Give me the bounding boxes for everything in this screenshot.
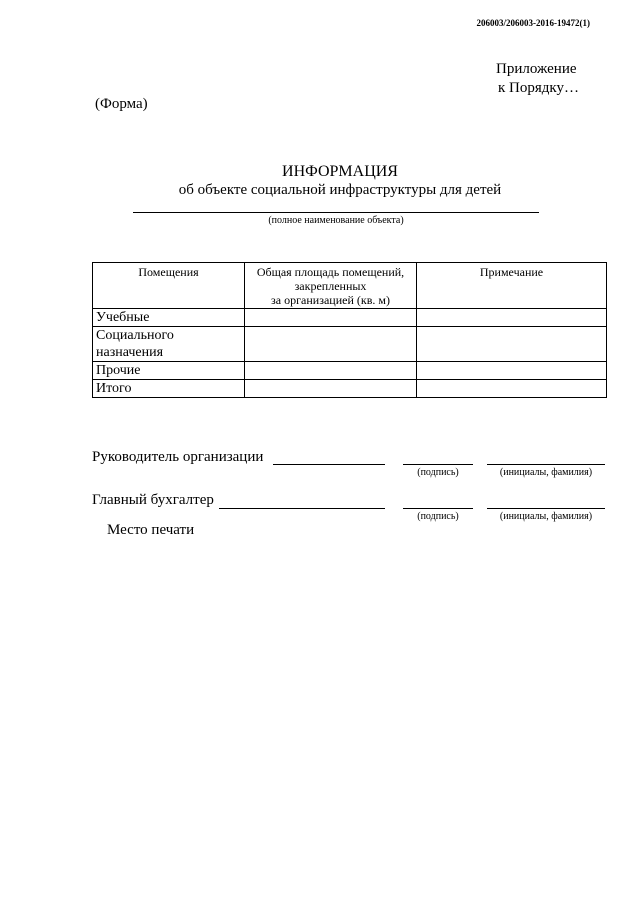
column-header-area-line: за организацией (кв. м) bbox=[271, 293, 390, 307]
area-cell[interactable] bbox=[245, 362, 417, 380]
object-name-field[interactable] bbox=[133, 212, 539, 213]
accountant-signature-field[interactable] bbox=[403, 508, 473, 509]
table-row bbox=[93, 309, 607, 327]
table-row bbox=[93, 327, 607, 362]
row-label-social bbox=[93, 327, 245, 362]
accountant-initials-field[interactable] bbox=[487, 508, 605, 509]
note-cell[interactable] bbox=[417, 380, 607, 398]
row-label-educational: Учебные bbox=[93, 309, 245, 327]
area-cell[interactable] bbox=[245, 309, 417, 327]
document-id: 206003/206003-2016-19472(1) bbox=[476, 18, 590, 28]
column-header-area-line: Общая площадь помещений, bbox=[256, 265, 405, 279]
head-initials-field[interactable] bbox=[487, 464, 605, 465]
note-cell[interactable] bbox=[417, 362, 607, 380]
column-header-area-line: закрепленных bbox=[294, 279, 367, 293]
form-label: (Форма) bbox=[95, 96, 148, 112]
appendix-line-2: к Порядку… bbox=[498, 80, 579, 96]
object-name-caption: (полное наименование объекта) bbox=[268, 215, 404, 226]
accountant-name-field[interactable] bbox=[219, 508, 385, 509]
document-title: ИНФОРМАЦИЯ bbox=[282, 163, 398, 180]
row-label-social-line: назначения bbox=[96, 345, 164, 360]
head-initials-caption: (инициалы, фамилия) bbox=[499, 467, 593, 478]
seal-place-label: Место печати bbox=[107, 522, 195, 538]
table-row bbox=[93, 380, 607, 398]
column-header-note: Примечание bbox=[417, 263, 607, 309]
row-label-social-line: Социального bbox=[96, 328, 174, 343]
table-header-row bbox=[93, 263, 607, 309]
head-name-field[interactable] bbox=[273, 464, 385, 465]
table-row bbox=[93, 362, 607, 380]
accountant-initials-caption: (инициалы, фамилия) bbox=[499, 511, 593, 522]
head-signature-field[interactable] bbox=[403, 464, 473, 465]
appendix-reference bbox=[450, 60, 582, 98]
note-cell[interactable] bbox=[417, 327, 607, 362]
area-cell[interactable] bbox=[245, 327, 417, 362]
row-label-other: Прочие bbox=[93, 362, 245, 380]
area-cell[interactable] bbox=[245, 380, 417, 398]
row-label-total: Итого bbox=[93, 380, 245, 398]
document-subtitle: об объекте социальной инфраструктуры для детей bbox=[178, 182, 502, 198]
premises-table bbox=[92, 262, 607, 398]
head-of-organization-label: Руководитель организации bbox=[92, 449, 264, 465]
note-cell[interactable] bbox=[417, 309, 607, 327]
chief-accountant-label: Главный бухгалтер bbox=[92, 492, 214, 508]
head-signature-caption: (подпись) bbox=[417, 467, 459, 478]
appendix-line-1: Приложение bbox=[496, 61, 577, 77]
column-header-area bbox=[245, 263, 417, 309]
column-header-premises: Помещения bbox=[93, 263, 245, 309]
accountant-signature-caption: (подпись) bbox=[417, 511, 459, 522]
